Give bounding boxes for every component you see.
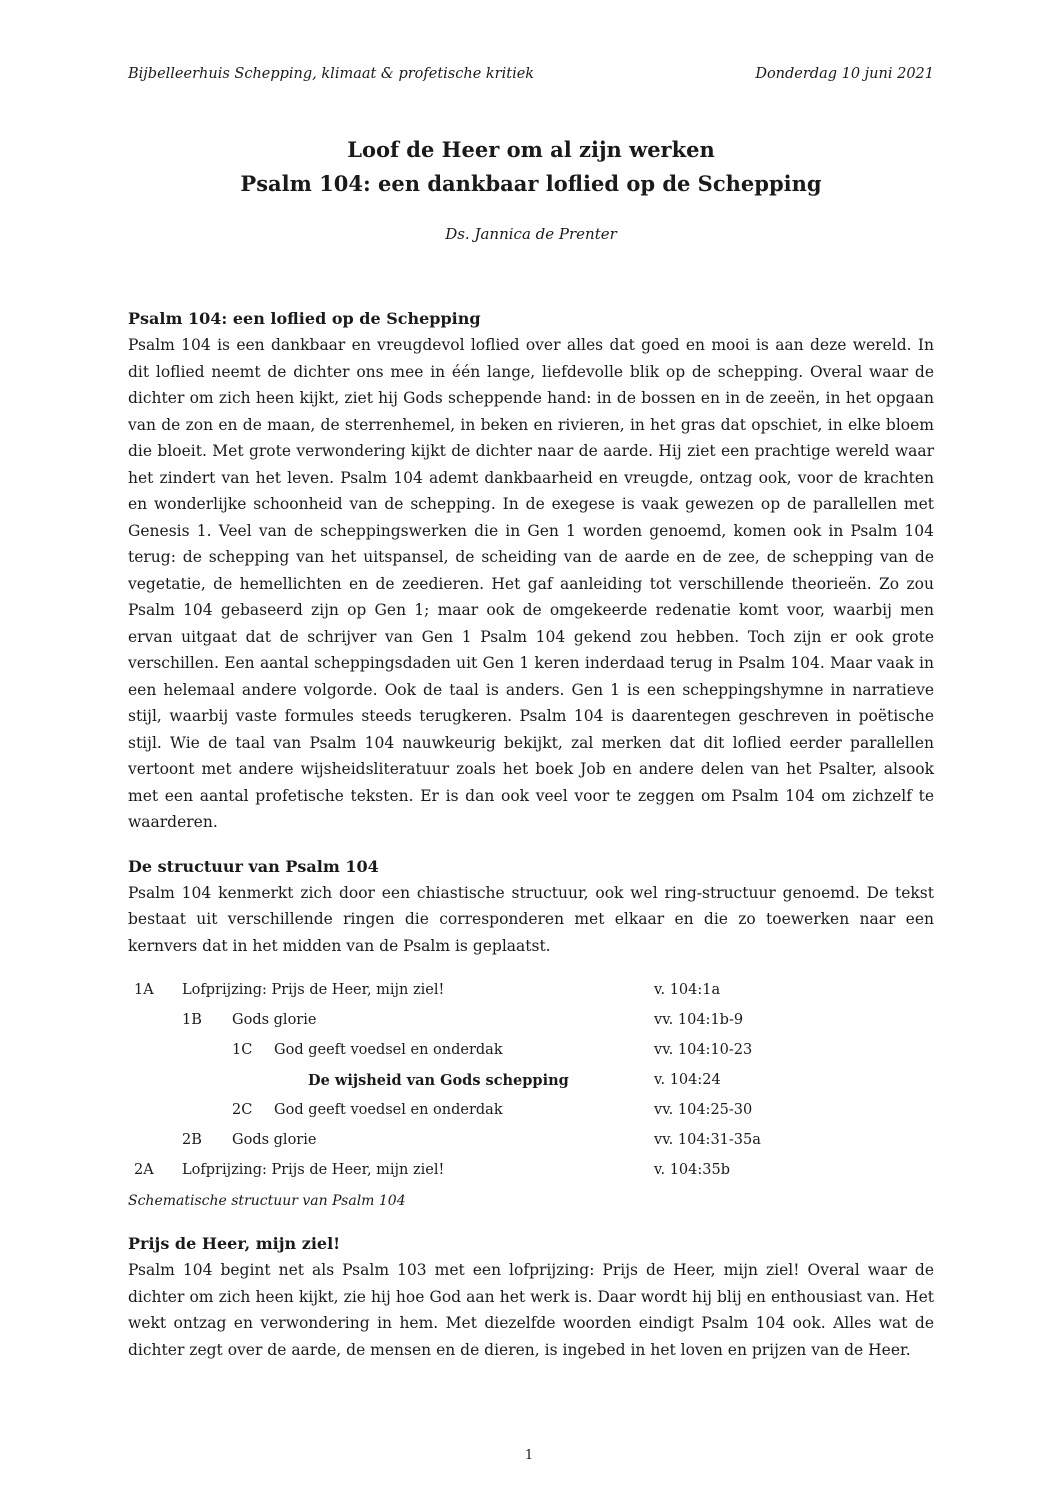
verse-reference: vv. 104:1b-9 — [654, 1012, 744, 1028]
verse-reference: vv. 104:31-35a — [654, 1132, 761, 1148]
ring-label: 2A — [134, 1162, 154, 1178]
ring-text: God geeft voedsel en onderdak — [274, 1102, 503, 1118]
section-heading-prijs: Prijs de Heer, mijn ziel! — [128, 1234, 341, 1253]
table-row-core — [128, 1065, 761, 1095]
table-row — [128, 1035, 761, 1065]
header-date: Donderdag 10 juni 2021 — [755, 66, 934, 82]
ring-label: 2B — [182, 1132, 202, 1148]
verse-reference: vv. 104:25-30 — [654, 1102, 753, 1118]
table-caption: Schematische structuur van Psalm 104 — [128, 1193, 406, 1209]
page-number: 1 — [524, 1448, 534, 1463]
verse-reference: vv. 104:10-23 — [654, 1042, 753, 1058]
section-paragraph-structuur: Psalm 104 kenmerkt zich door een chiastische structuur, ook wel ring-structuur genoemd. De tekst bestaat uit verschillende ringen die corresponderen met elkaar en die zo toewerken naar een kernvers dat in het midden van de Psalm is geplaatst. — [128, 883, 934, 955]
section-heading-structuur: De structuur van Psalm 104 — [128, 856, 379, 876]
verse-reference: v. 104:1a — [654, 982, 721, 998]
ring-label: 1A — [134, 982, 154, 998]
verse-reference: v. 104:24 — [654, 1072, 721, 1088]
ring-label: 1C — [232, 1042, 253, 1058]
table-row — [128, 1155, 761, 1185]
ring-text: Lofprijzing: Prijs de Heer, mijn ziel! — [182, 1162, 445, 1178]
table-row — [128, 1005, 761, 1035]
title-block — [128, 133, 934, 245]
ring-label: 1B — [182, 1012, 202, 1028]
document-subtitle: Psalm 104: een dankbaar loflied op de Schepping — [240, 171, 822, 196]
chiastic-structure-table — [128, 975, 761, 1185]
core-verse-text: De wijsheid van Gods schepping — [308, 1071, 569, 1089]
table-row — [128, 975, 761, 1005]
ring-text: Lofprijzing: Prijs de Heer, mijn ziel! — [182, 982, 445, 998]
ring-text: Gods glorie — [232, 1132, 317, 1148]
section-heading-loflied: Psalm 104: een loflied op de Schepping — [128, 309, 481, 328]
verse-reference: v. 104:35b — [654, 1162, 730, 1178]
ring-text: God geeft voedsel en onderdak — [274, 1042, 503, 1058]
document-title: Loof de Heer om al zijn werken — [347, 137, 715, 162]
author-name: Ds. Jannica de Prenter — [445, 225, 617, 243]
section-paragraph-prijs: Psalm 104 begint net als Psalm 103 met een lofprijzing: Prijs de Heer, mijn ziel! Overal waar de dichter om zich heen kijkt, zie hij hoe God aan het werk is. Daar wordt hij blij en enthousiast van. Het wekt ontzag en verwondering in hem. Met diezelfde woorden eindigt Psalm 104 ook. Alles wat de dichter zegt over de aarde, de mensen en de dieren, is ingebed in het loven en prijzen van de Heer. — [128, 1261, 934, 1359]
main-content — [128, 306, 934, 1363]
table-row — [128, 1125, 761, 1155]
ring-label: 2C — [232, 1102, 253, 1118]
ring-text: Gods glorie — [232, 1012, 317, 1028]
header-course-title: Bijbelleerhuis Schepping, klimaat & profetische kritiek — [128, 66, 535, 82]
page-header — [128, 66, 934, 88]
section-paragraph-loflied: Psalm 104 is een dankbaar en vreugdevol loflied over alles dat goed en mooi is aan deze wereld. In dit loflied neemt de dichter ons mee in één lange, liefdevolle blik op de schepping. Overal waar de dichter om zich heen kijkt, ziet hij Gods scheppende hand: in de bossen en in de zeeën, in het opgaan van de zon en de maan, de sterrenhemel, in beken en rivieren, in het gras dat opschiet, in elke bloem die bloeit. Met grote verwondering kijkt de dichter naar de aarde. Hij ziet een prachtige wereld waar het zindert van het leven. Psalm 104 ademt dankbaarheid en vreugde, ontzag ook, voor de krachten en wonderlijke schoonheid van de schepping. In de exegese is vaak gewezen op de parallellen met Genesis 1. Veel van de scheppingswerken die in Gen 1 worden genoemd, komen ook in Psalm 104 terug: de schepping van het uitspansel, de scheiding van de aarde en de zee, de schepping van de vegetatie, de hemellichten en de zeedieren. Het gaf aanleiding tot verschillende theorieën. Zo zou Psalm 104 gebaseerd zijn op Gen 1; maar ook de omgekeerde redenatie komt voor, waarbij men ervan uitgaat dat de schrijver van Gen 1 Psalm 104 gekend zou hebben. Toch zijn er ook grote verschillen. Een aantal scheppingsdaden uit Gen 1 keren inderdaad terug in Psalm 104. Maar vaak in een helemaal andere volgorde. Ook de taal is anders. Gen 1 is een scheppingshymne in narratieve stijl, waarbij vaste formules steeds terugkeren. Psalm 104 is daarentegen geschreven in poëtische stijl. Wie de taal van Psalm 104 nauwkeurig bekijkt, zal merken dat dit loflied eerder parallellen vertoont met andere wijsheidsliteratuur zoals het boek Job en andere delen van het Psalter, alsook met een aantal profetische teksten. Er is dan ook veel voor te zeggen om Psalm 104 om zichzelf te waarderen. — [128, 336, 934, 831]
table-row — [128, 1095, 761, 1125]
